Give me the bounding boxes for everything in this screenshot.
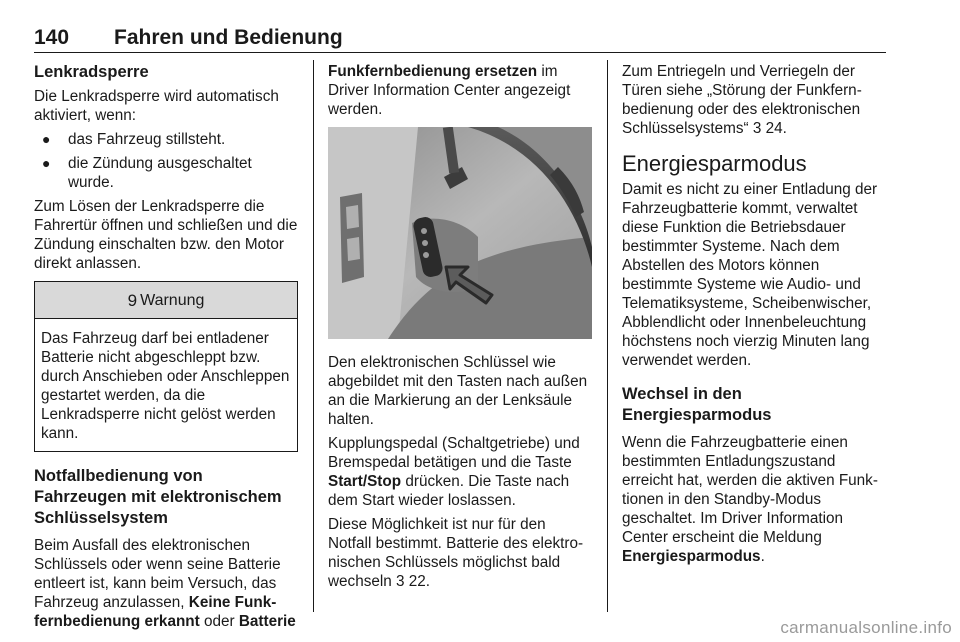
paragraph-notfall-hinweis: Diese Möglichkeit ist nur für den Notfall bestimmt. Batterie des elektronischen Schlüssels möglichst bald wechseln 3 22. <box>328 516 584 590</box>
heading-wechsel: Wechsel in den Energiesparmodus <box>622 385 772 424</box>
message-batterie: Batterie <box>238 613 296 630</box>
warning-header <box>35 282 297 319</box>
list-item <box>34 154 298 192</box>
heading-notfallbedienung: Notfallbedienung von Fahrzeugen mit elektronischem Schlüsselsystem <box>34 467 282 527</box>
page-reference: 22. <box>408 573 431 590</box>
list-item-text: die Zündung ausgeschaltet wurde. <box>68 155 252 191</box>
page-number: 140 <box>34 26 70 49</box>
condition-list <box>34 130 298 192</box>
warning-title: Warnung <box>140 291 205 309</box>
page-reference: 24. <box>765 120 787 137</box>
page-title: Fahren und Bedienung <box>114 26 343 49</box>
message-keine-funk: Keine Funkfernbedienung erkannt <box>34 594 277 630</box>
header-rule <box>34 52 886 53</box>
message-energiesparmodus: Energiesparmodus <box>622 548 761 565</box>
warning-text: Das Fahrzeug darf bei entladener Batterie nicht abgeschleppt bzw. durch Anschieben oder Anschleppen gestartet werden, da die Lenkradsperre nicht gelöst werden kann. <box>41 330 290 442</box>
column-2 <box>328 62 592 596</box>
list-item-text: das Fahrzeug stillsteht. <box>68 131 226 148</box>
reference-arrow-icon: 3 <box>752 120 762 137</box>
paragraph-funk-ersetzen: Funkfernbedienung ersetzen im Driver Information Center angezeigt werden. <box>328 63 571 118</box>
paragraph-intro: Die Lenkradsperre wird automatisch aktiviert, wenn: <box>34 88 279 124</box>
paragraph-loesen: Zum Lösen der Lenkradsperre die Fahrertür öffnen und schließen und die Zündung einschalten bzw. den Motor direkt anlassen. <box>34 198 298 272</box>
heading-lenkradsperre: Lenkradsperre <box>34 63 149 81</box>
page-header <box>34 26 886 52</box>
watermark: carmanualsonline.info <box>780 618 952 637</box>
steering-column-photo <box>328 127 592 339</box>
warning-box <box>34 281 298 452</box>
column-3 <box>622 62 888 571</box>
column-divider-1 <box>313 60 314 612</box>
column-divider-2 <box>607 60 608 612</box>
column-1 <box>34 62 298 636</box>
heading-energiesparmodus: Energiesparmodus <box>622 151 807 176</box>
reference-arrow-icon: 3 <box>396 573 405 590</box>
list-item <box>34 130 298 149</box>
paragraph-wechsel: Wenn die Fahrzeugbatterie einen bestimmten Entladungszustand erreicht hat, werden die aktiven Funktionen in den Standby-Modus geschaltet. Im Driver Information Center erscheint die Meldung Energiesparmodus. <box>622 434 878 565</box>
button-label-startstop: Start/Stop <box>328 473 402 490</box>
message-funk-ersetzen: Funkfernbedienung ersetzen <box>328 63 538 80</box>
bullet-icon: ● <box>42 155 51 171</box>
paragraph-energie: Damit es nicht zu einer Entladung der Fahrzeugbatterie kommt, verwaltet diese Funktion die Betriebsdauer bestimmter Systeme. Nach dem Abstellen des Motors können bestimmte Systeme wie Audio- und Telematiksysteme, Scheibenwischer, Abblendlicht oder Innenbeleuchtung höchstens noch vierzig Minuten lang verwendet werden. <box>622 181 878 369</box>
paragraph-caption: Den elektronischen Schlüssel wie abgebildet mit den Tasten nach außen an die Markierung an der Lenksäule halten. <box>328 354 588 428</box>
bullet-icon: ● <box>42 131 51 147</box>
paragraph-kupplung: Kupplungspedal (Schaltgetriebe) und Bremspedal betätigen und die Taste Start/Stop drücken. Die Taste nach dem Start wieder loslassen. <box>328 435 580 509</box>
paragraph-ausfall: Beim Ausfall des elektronischen Schlüssels oder wenn seine Batterie entleert ist, kann beim Versuch, das Fahrzeug anzulassen, Keine Funkfernbedienung erkannt oder Batterie <box>34 537 296 630</box>
paragraph-entriegeln: Zum Entriegeln und Verriegeln der Türen siehe „Störung der Funkfernbedienung oder des elektronischen Schlüsselsystems“ 3 24. <box>622 63 862 137</box>
warning-icon: 9 <box>127 290 138 310</box>
